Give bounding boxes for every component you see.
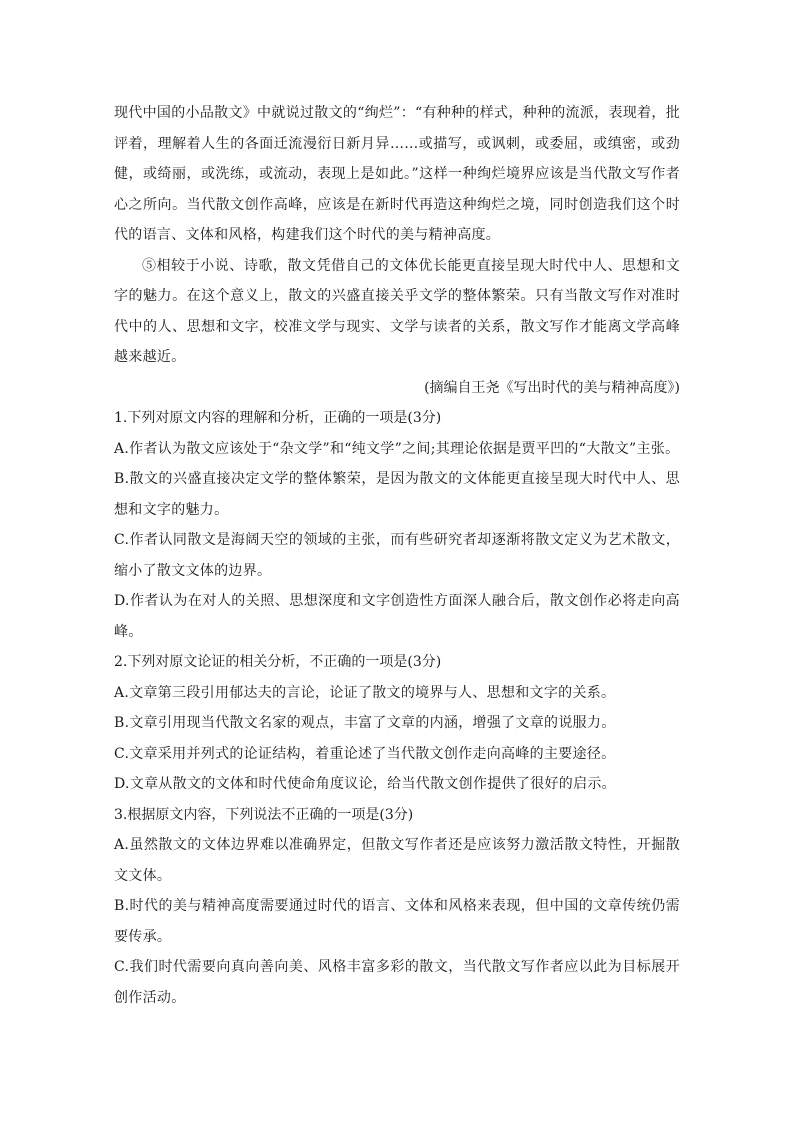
- question-3: [114, 800, 680, 1014]
- question-1: [114, 403, 680, 647]
- question-option: D.作者认为在对人的关照、思想深度和文字创造性方面深人融合后，散文创作必将走向高峰。: [114, 593, 680, 640]
- question-option: C.作者认同散文是海阔天空的领域的主张，而有些研究者却逐渐将散文定义为艺术散文，缩小了散文文体的边界。: [114, 532, 680, 579]
- passage-source: (摘编自王尧《写出时代的美与精神高度》): [424, 379, 680, 396]
- question-option: A.虽然散文的文体边界难以准确界定，但散文写作者还是应该努力激活散文特性，开掘散文文体。: [114, 837, 680, 884]
- question-stem: 2.下列对原文论证的相关分析，不正确的一项是(3分): [114, 654, 442, 670]
- passage-paragraph-1: 现代中国的小品散文》中就说过散文的“绚烂”：“有种种的样式，种种的流派，表现着，批评着，理解着人生的各面迁流漫衍日新月异……或描写，或讽刺，或委屈，或缜密，或劲健，或绮丽，或洗练，或流动，表现上是如此。”这样一种绚烂境界应该是当代散文写作者心之所向。当代散文创作高峰，应该是在新时代再造这种绚烂之境，同时创造我们这个时代的语言、文体和风格，构建我们这个时代的美与精神高度。: [114, 105, 680, 243]
- question-stem: 1.下列对原文内容的理解和分析，正确的一项是(3分): [114, 410, 442, 426]
- question-stem: 3.根据原文内容，下列说法不正确的一项是(3分): [114, 806, 414, 823]
- question-option: A.文章第三段引用郁达夫的言论，论证了散文的境界与人、思想和文字的关系。: [114, 684, 616, 701]
- question-option: B.时代的美与精神高度需要通过时代的语言、文体和风格来表现，但中国的文章传统仍需要传承。: [114, 898, 680, 945]
- question-option: C.我们时代需要向真向善向美、风格丰富多彩的散文，当代散文写作者应以此为目标展开创作活动。: [114, 959, 680, 1006]
- question-option: B.文章引用现当代散文名家的观点，丰富了文章的内涵，增强了文章的说服力。: [114, 715, 616, 731]
- document-content: [114, 98, 680, 1013]
- question-option: D.文章从散文的文体和时代使命角度议论，给当代散文创作提供了很好的启示。: [114, 776, 616, 792]
- question-2: [114, 647, 680, 800]
- question-option: B.散文的兴盛直接决定文学的整体繁荣，是因为散文的文体能更直接呈现大时代中人、思想和文字的魅力。: [114, 471, 680, 518]
- passage-paragraph-2: ⑤相较于小说、诗歌，散文凭借自己的文体优长能更直接呈现大时代中人、思想和文字的魅力。在这个意义上，散文的兴盛直接关乎文学的整体繁荣。只有当散文写作对准时代中的人、思想和文字，校准文学与现实、文学与读者的关系，散文写作才能离文学高峰越来越近。: [114, 257, 680, 365]
- question-option: C.文章采用并列式的论证结构，着重论述了当代散文创作走向高峰的主要途径。: [114, 745, 616, 762]
- question-option: A.作者认为散文应该处于“杂文学”和“纯文学”之间;其理论依据是贾平凹的“大散文”主张。: [114, 440, 680, 457]
